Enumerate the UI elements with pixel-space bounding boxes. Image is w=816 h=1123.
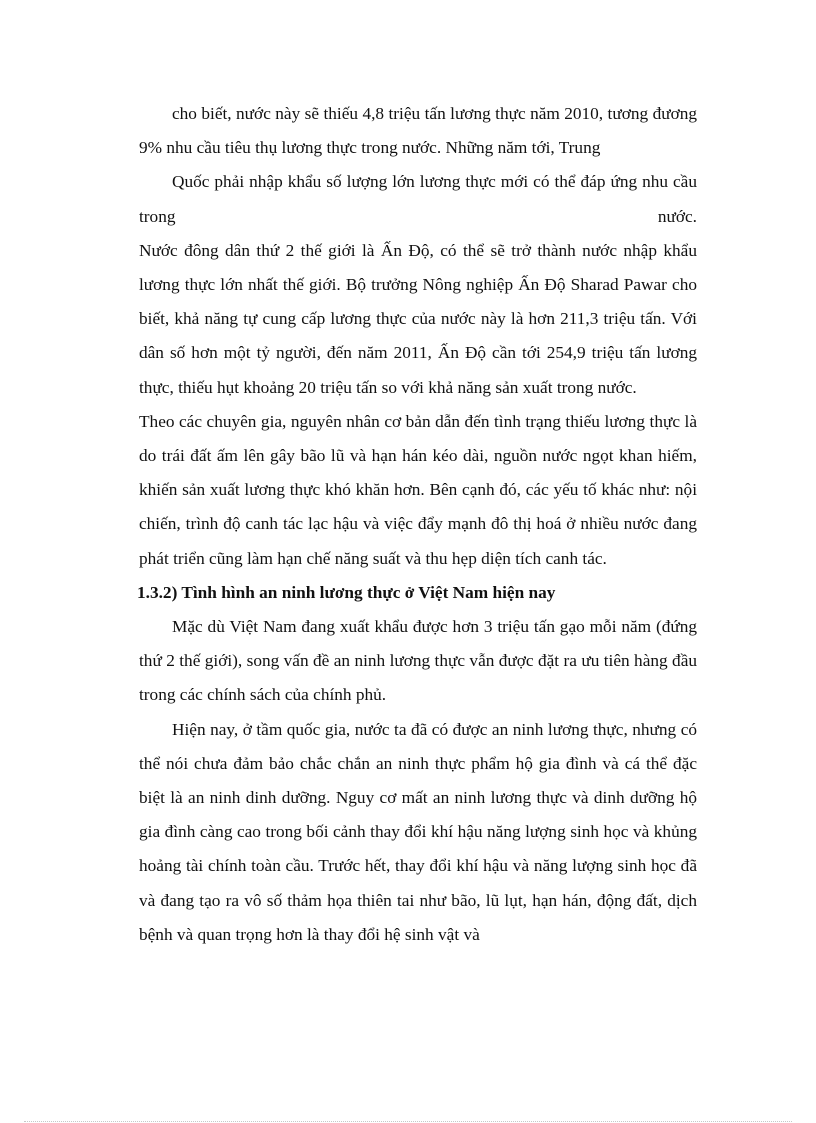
section-heading: 1.3.2) Tình hình an ninh lương thực ở Việt Nam hiện nay (137, 582, 556, 602)
document-body (139, 97, 697, 952)
paragraph-china-shortage: cho biết, nước này sẽ thiếu 4,8 triệu tấn lương thực năm 2010, tương đương 9% nhu cầu tiêu thụ lương thực trong nước. Những năm tới, Trung (139, 104, 697, 158)
paragraph-vietnam-security: Hiện nay, ở tầm quốc gia, nước ta đã có được an ninh lương thực, nhưng có thể nói chưa đảm bảo chắc chắn an ninh thực phẩm hộ gia đình và cá thể đặc biệt là an ninh dinh dưỡng. Nguy cơ mất an ninh lương thực và dinh dưỡng hộ gia đình càng cao trong bối cảnh thay đổi khí hậu năng lượng sinh học và khủng hoảng tài chính toàn cầu. Trước hết, thay đổi khí hậu và năng lượng sinh học đã và đang tạo ra vô số thảm họa thiên tai như bão, lũ lụt, hạn hán, động đất, dịch bệnh và quan trọng hơn là thay đổi hệ sinh vật và (139, 719, 697, 944)
paragraph-china-import: Quốc phải nhập khẩu số lượng lớn lương thực mới có thể đáp ứng nhu cầu trong nước. (139, 172, 697, 226)
page-bottom-divider (24, 1121, 792, 1122)
paragraph-vietnam-export: Mặc dù Việt Nam đang xuất khẩu được hơn 3 triệu tấn gạo mỗi năm (đứng thứ 2 thế giới), song vấn đề an ninh lương thực vẫn được đặt ra ưu tiên hàng đầu trong các chính sách của chính phủ. (139, 617, 697, 705)
paragraph-india: Nước đông dân thứ 2 thế giới là Ấn Độ, có thể sẽ trở thành nước nhập khẩu lương thực lớn nhất thế giới. Bộ trưởng Nông nghiệp Ấn Độ Sharad Pawar cho biết, khả năng tự cung cấp lương thực của nước này là hơn 211,3 triệu tấn. Với dân số hơn một tỷ người, đến năm 2011, Ấn Độ cần tới 254,9 triệu tấn lương thực, thiếu hụt khoảng 20 triệu tấn so với khả năng sản xuất trong nước. (139, 240, 697, 397)
paragraph-causes: Theo các chuyên gia, nguyên nhân cơ bản dẫn đến tình trạng thiếu lương thực là do trái đất ấm lên gây bão lũ và hạn hán kéo dài, nguồn nước ngọt khan hiếm, khiến sản xuất lương thực khó khăn hơn. Bên cạnh đó, các yếu tố khác như: nội chiến, trình độ canh tác lạc hậu và việc đẩy mạnh đô thị hoá ở nhiều nước đang phát triển cũng làm hạn chế năng suất và thu hẹp diện tích canh tác. (139, 411, 697, 568)
